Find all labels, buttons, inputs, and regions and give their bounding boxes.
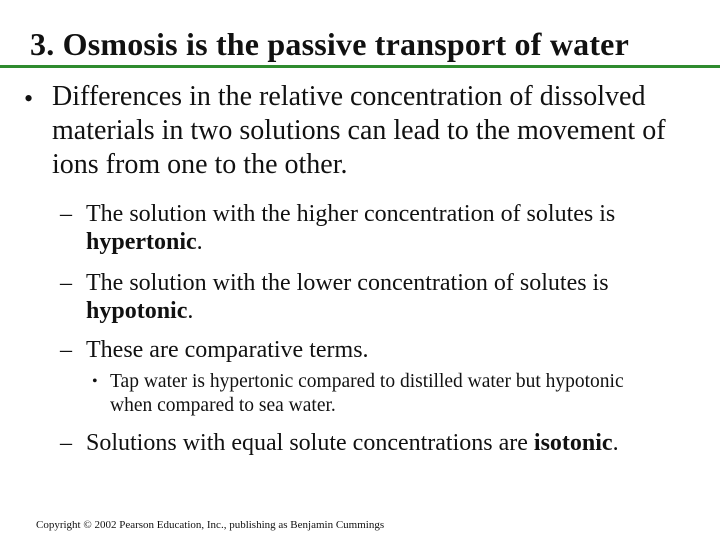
sub-bullet-text: The solution with the higher concentration of solutes is	[86, 201, 616, 227]
dash-marker: –	[60, 201, 72, 227]
slide-title: 3. Osmosis is the passive transport of water	[30, 26, 629, 62]
term-hypotonic: hypotonic	[86, 298, 188, 324]
sub-bullet-text: The solution with the lower concentration of solutes is	[86, 270, 609, 296]
sub-bullet-text: Solutions with equal solute concentrations are	[86, 430, 534, 456]
sub-sub-bullet-tap-water: Tap water is hypertonic compared to distilled water but hypotonic when compared to sea water.	[110, 371, 624, 416]
sub-bullet-hypertonic	[86, 200, 706, 256]
sub-bullet-comparative: These are comparative terms.	[86, 337, 369, 363]
dash-marker: –	[60, 430, 72, 456]
bullet-marker-small: •	[92, 373, 98, 390]
term-hypertonic: hypertonic	[86, 229, 197, 255]
bullet-marker: •	[24, 84, 34, 113]
dash-marker: –	[60, 337, 72, 363]
term-isotonic: isotonic	[533, 430, 613, 456]
main-bullet-text: Differences in the relative concentration of dissolved materials in two solutions can lead to the movement of ions from one to the other.	[52, 81, 666, 180]
dash-marker: –	[60, 270, 72, 296]
sub-bullet-hypotonic	[86, 269, 706, 325]
copyright-footer: Copyright © 2002 Pearson Education, Inc., publishing as Benjamin Cummings	[36, 519, 385, 531]
sub-bullet-punct: .	[612, 430, 619, 456]
sub-bullet-punct: .	[196, 229, 203, 255]
sub-bullet-isotonic	[86, 429, 706, 457]
sub-bullet-punct: .	[187, 298, 194, 324]
title-divider	[0, 65, 720, 68]
